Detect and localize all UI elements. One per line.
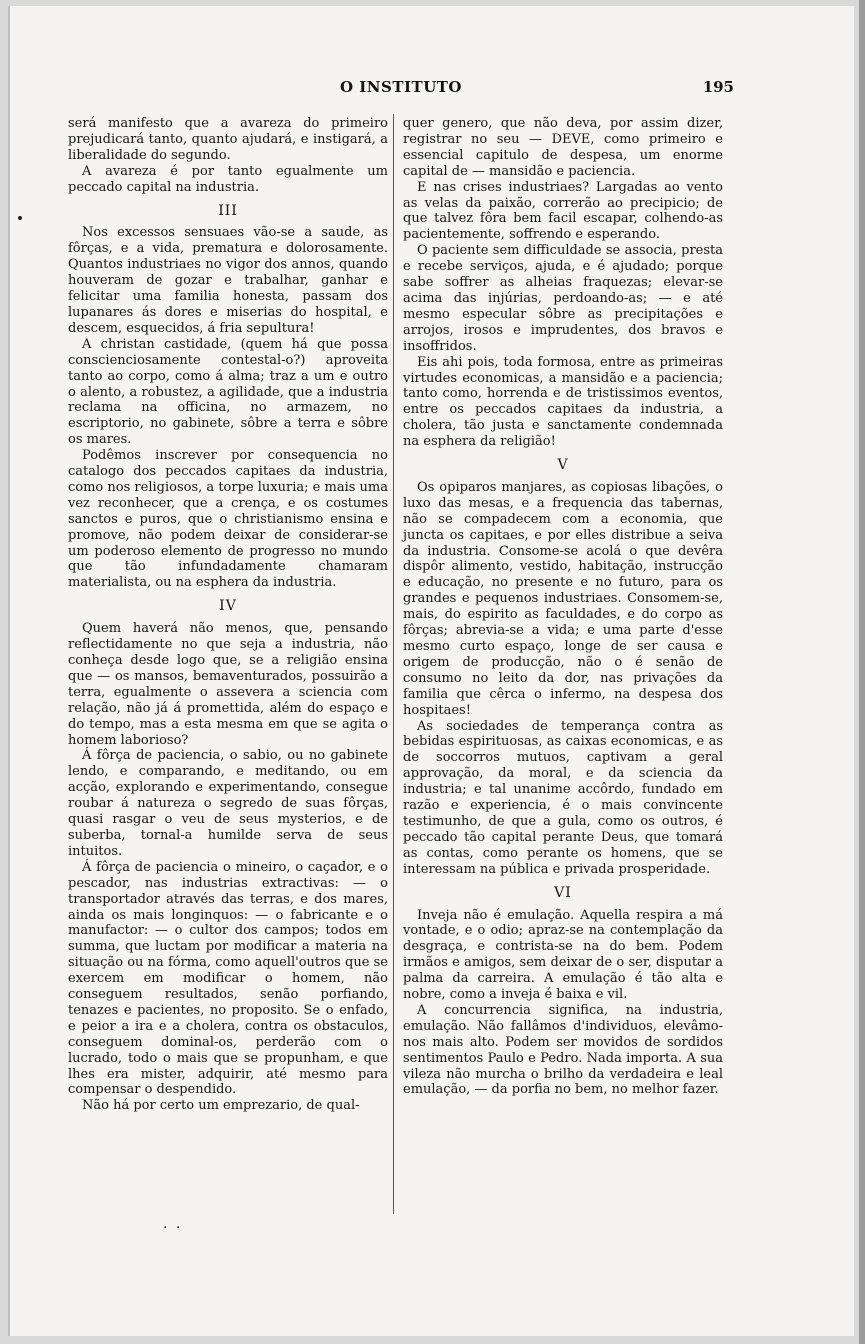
running-title: O INSTITUTO <box>340 78 462 96</box>
paragraph: Eis ahi pois, toda formosa, entre as primeiras virtudes economicas, a mansidão e a paciencia; tanto como, horrenda e de tristissimos eventos, entre os peccados capitaes da industria, a cholera, tão justa e sanctamente condemnada na esphera da religião! <box>403 354 723 450</box>
paragraph: Podêmos inscrever por consequencia no catalogo dos peccados capitaes da industria, como nos religiosos, a torpe luxuria; e mais uma vez reconhecer, que a crença, e os costumes sanctos e puros, que o christianismo ensina e promove, não podem deixar de considerar-se um poderoso elemento de progresso no mundo que tão infundadamente chamaram materialista, ou na esphera da industria. <box>68 448 388 591</box>
paragraph: Quem haverá não menos, que, pensando reflectidamente no que seja a industria, não conheça desde logo que, se a religião ensina que — os mansos, bemaventurados, possuirão a terra, egualmente o assevera a sciencia com relação, não já á promettida, além do espaço e do tempo, mas a esta mesma em que se agita o homem laborioso? <box>68 621 388 748</box>
paragraph: A christan castidade, (quem há que possa conscienciosamente contestal-o?) aproveita tanto ao corpo, como á alma; traz a um e outro o alento, a robustez, a agilidade, que a industria reclama na officina, no armazem, no escriptorio, no gabinete, sôbre a terra e sôbre os mares. <box>68 336 388 448</box>
column-divider <box>393 114 394 1214</box>
paragraph: As sociedades de temperança contra as bebidas espirituosas, as caixas economicas, e as de soccorros mutuos, captivam a geral approvação, da moral, e da sciencia da industria; e tal unanime accôrdo, fundado em razão e experiencia, é o mais convincente testimunho, de que a gula, como os outros, é peccado tão capital perante Deus, que tomará as contas, como perante os homens, que se interessam na pública e privada prosperidade. <box>403 718 723 877</box>
paragraph: E nas crises industriaes? Largadas ao vento as velas da paixão, correrão ao precipicio; de que talvez fôra bem facil escapar, colhendo-as pacientemente, soffrendo e esperando. <box>403 179 723 243</box>
page-header <box>68 78 734 100</box>
paragraph: Inveja não é emulação. Aquella respira a má vontade, e o odio; apraz-se na contemplação da desgraça, e contrista-se na do bem. Podem irmãos e amigos, sem deixar de o ser, disputar a palma da carreira. A emulação é tão alta e nobre, como a inveja é baixa e vil. <box>403 907 723 1003</box>
section-heading: III <box>218 202 238 219</box>
paragraph: quer genero, que não deva, por assim dizer, registrar no seu — DEVE, como primeiro e essencial capitulo de despesa, um enorme capital de — mansidão e paciencia. <box>403 116 723 179</box>
paragraph: será manifesto que a avareza do primeiro prejudicará tanto, quanto ajudará, e instigará, a liberalidade do segundo. <box>68 116 388 163</box>
section-heading: IV <box>219 598 237 615</box>
left-column <box>68 116 388 1114</box>
paragraph: Á fôrça de paciencia o mineiro, o caçador, e o pescador, nas industrias extractivas: — o transportador através das terras, e dos mares, ainda os mais longinquos: — o fabricante e o manufactor: — o cultor dos campos; todos em summa, que luctam por modificar a materia na situação ou na fórma, como aquell'outros que se exercem em modificar o homem, não conseguem resultados, senão porfiando, tenazes e pacientes, no proposito. Se o enfado, e peior a ira e a cholera, contra os obstaculos, conseguem dominal-os, perderão com o lucrado, todo o mais que se propunham, e que lhes era mister, adquirir, até mesmo para compensar o despendido. <box>68 859 388 1098</box>
paragraph: Nos excessos sensuaes vão-se a saude, as fôrças, e a vida, prematura e dolorosamente. Quantos industriaes no vigor dos annos, quando houveram de gozar e trabalhar, ganhar e felicitar uma familia honesta, passam dos lupanares ás dores e miserias do hospital, e descem, esquecidos, á fria sepultura! <box>68 225 388 336</box>
page-edge <box>859 0 865 1344</box>
paragraph: Á fôrça de paciencia, o sabio, ou no gabinete lendo, e comparando, e meditando, ou em acção, explorando e experimentando, consegue roubar á natureza o segredo de suas fôrças, quasi rasgar o veu de seus mysterios, e de suberba, tornal-a humilde serva de seus intuitos. <box>68 748 388 859</box>
section-heading: VI <box>554 884 572 901</box>
paragraph: A concurrencia significa, na industria, emulação. Não fallâmos d'individuos, elevâmo-nos mais alto. Podem ser movidos de sordidos sentimentos Paulo e Pedro. Nada importa. A sua vileza não murcha o brilho da verdadeira e leal emulação, — da porfia no bem, no melhor fazer. <box>403 1002 723 1098</box>
paragraph: Não há por certo um emprezario, de qual- <box>82 1098 360 1114</box>
section-heading: V <box>557 457 569 474</box>
page-number: 195 <box>702 78 734 96</box>
margin-dot <box>18 216 22 220</box>
paragraph: Os opiparos manjares, as copiosas libações, o luxo das mesas, e a frequencia das tabernas, não se compadecem com a economia, que juncta os capitaes, e por elles distribue a seiva da industria. Consome-se acolá o que devêra dispôr alimento, vestido, habitação, instrucção e educação, no presente e no futuro, para os grandes e pequenos industriaes. Consomem-se, mais, do espirito as faculdades, e do corpo as fôrças; abrevia-se a vida; e uma parte d'esse mesmo curto espaço, longe de ser causa e origem de producção, não o é senão de consumo no leito da dor, nas privações da familia que cêrca o infermo, na despesa dos hospitaes! <box>403 479 723 718</box>
paragraph: A avareza é por tanto egualmente um peccado capital na industria. <box>68 163 388 195</box>
book-page <box>8 6 854 1336</box>
right-column <box>403 116 723 1098</box>
footer-dots: . . <box>163 1216 183 1232</box>
paragraph: O paciente sem difficuldade se associa, presta e recebe serviços, ajuda, e é ajudado; porque sabe soffrer as alheias fraquezas; elevar-se acima das injúrias, perdoando-as; — e até mesmo especular sôbre as precipitações e arrojos, irosos e imprudentes, dos bravos e insoffridos. <box>403 243 723 354</box>
